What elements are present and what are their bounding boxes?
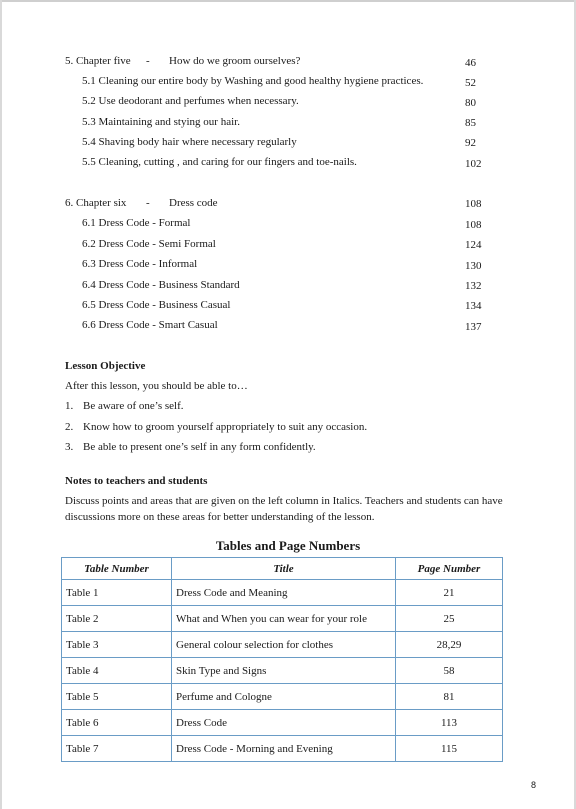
table-title: Tables and Page Numbers	[215, 538, 361, 553]
objective-text: Be able to present one’s self in any form confidently.	[83, 441, 316, 453]
cell-page-number: 113	[396, 710, 503, 736]
objective-number: 1.	[65, 400, 74, 412]
table-row	[62, 632, 503, 658]
table-row	[62, 684, 503, 710]
toc-item-page: 132	[465, 280, 482, 292]
cell-table-number: Table 5	[62, 684, 172, 710]
table-row	[62, 736, 503, 762]
table-header-row	[62, 558, 503, 580]
chapter-5-number: 5. Chapter five	[65, 55, 131, 67]
toc-item: 5.1 Cleaning our entire body by Washing and good healthy hygiene practices.	[82, 75, 424, 87]
page-border-left	[0, 0, 2, 809]
cell-title: Dress Code	[172, 710, 396, 736]
cell-page-number: 81	[396, 684, 503, 710]
page-number: 8	[531, 780, 537, 790]
lesson-objective-heading: Lesson Objective	[65, 360, 146, 372]
chapter-5-page: 46	[465, 57, 476, 69]
tables-index	[61, 557, 503, 762]
cell-title: Dress Code and Meaning	[172, 580, 396, 606]
toc-item-page: 130	[465, 260, 482, 272]
chapter-6-dash: -	[146, 197, 150, 209]
cell-table-number: Table 2	[62, 606, 172, 632]
toc-item: 6.3 Dress Code - Informal	[82, 258, 198, 270]
chapter-5-title: How do we groom ourselves?	[169, 55, 301, 67]
lesson-objective-intro: After this lesson, you should be able to…	[65, 380, 248, 392]
toc-item: 6.2 Dress Code - Semi Formal	[82, 238, 216, 250]
toc-item-page: 92	[465, 137, 476, 149]
cell-table-number: Table 3	[62, 632, 172, 658]
page-border-top	[0, 0, 576, 2]
cell-title: Perfume and Cologne	[172, 684, 396, 710]
table-row	[62, 710, 503, 736]
cell-table-number: Table 6	[62, 710, 172, 736]
toc-item-page: 124	[465, 239, 482, 251]
cell-page-number: 25	[396, 606, 503, 632]
cell-table-number: Table 7	[62, 736, 172, 762]
toc-item-page: 108	[465, 219, 482, 231]
chapter-6-title: Dress code	[169, 197, 218, 209]
cell-title: What and When you can wear for your role	[172, 606, 396, 632]
cell-title: General colour selection for clothes	[172, 632, 396, 658]
header-table-number: Table Number	[62, 558, 172, 580]
toc-item-page: 102	[465, 158, 482, 170]
objective-text: Know how to groom yourself appropriately to suit any occasion.	[83, 421, 368, 433]
toc-item: 6.1 Dress Code - Formal	[82, 217, 191, 229]
chapter-6-page: 108	[465, 198, 482, 210]
toc-item-page: 137	[465, 321, 482, 333]
toc-item: 6.5 Dress Code - Business Casual	[82, 299, 231, 311]
table-row	[62, 580, 503, 606]
toc-item: 5.5 Cleaning, cutting , and caring for our fingers and toe-nails.	[82, 156, 357, 168]
notes-heading: Notes to teachers and students	[65, 475, 208, 487]
toc-item-page: 134	[465, 300, 482, 312]
chapter-5-dash: -	[146, 55, 150, 67]
toc-item-page: 52	[465, 77, 476, 89]
toc-item: 5.3 Maintaining and stying our hair.	[82, 116, 240, 128]
table-row	[62, 658, 503, 684]
toc-item-page: 85	[465, 117, 476, 129]
cell-page-number: 21	[396, 580, 503, 606]
cell-page-number: 115	[396, 736, 503, 762]
cell-page-number: 58	[396, 658, 503, 684]
toc-item-page: 80	[465, 97, 476, 109]
objective-number: 2.	[65, 421, 74, 433]
cell-title: Skin Type and Signs	[172, 658, 396, 684]
toc-item: 6.6 Dress Code - Smart Casual	[82, 319, 218, 331]
notes-text: Discuss points and areas that are given on the left column in Italics. Teachers and students can have discussions more on these areas for better understanding of the lesson.	[65, 495, 503, 523]
toc-item: 6.4 Dress Code - Business Standard	[82, 279, 240, 291]
toc-item: 5.2 Use deodorant and perfumes when necessary.	[82, 95, 299, 107]
cell-table-number: Table 4	[62, 658, 172, 684]
cell-title: Dress Code - Morning and Evening	[172, 736, 396, 762]
header-title: Title	[172, 558, 396, 580]
cell-table-number: Table 1	[62, 580, 172, 606]
cell-page-number: 28,29	[396, 632, 503, 658]
objective-number: 3.	[65, 441, 74, 453]
objective-text: Be aware of one’s self.	[83, 400, 184, 412]
table-row	[62, 606, 503, 632]
header-page-number: Page Number	[396, 558, 503, 580]
toc-item: 5.4 Shaving body hair where necessary regularly	[82, 136, 297, 148]
chapter-6-number: 6. Chapter six	[65, 197, 127, 209]
